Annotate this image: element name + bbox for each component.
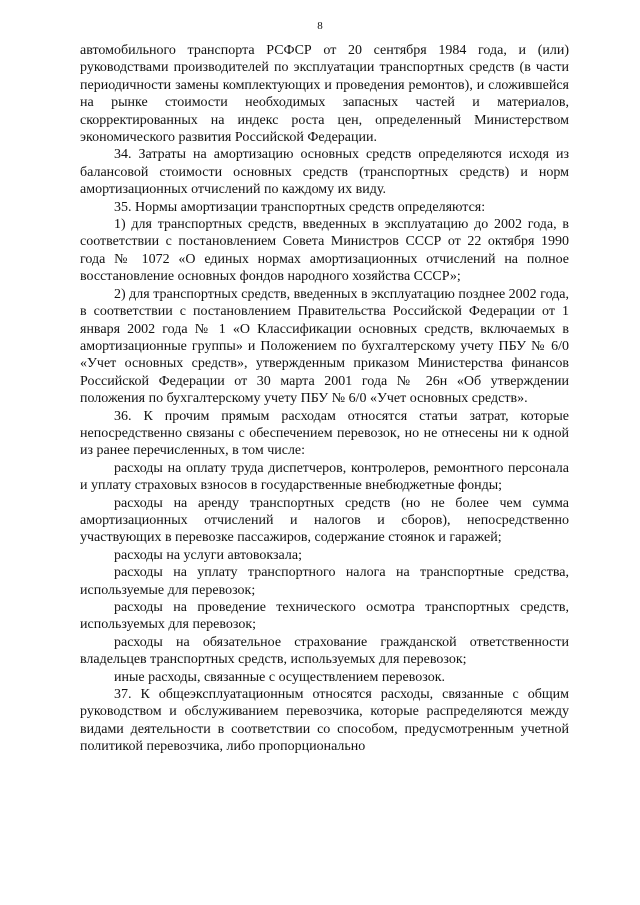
paragraph: 37. К общеэксплуатационным относятся расходы, связанные с общим руководством и обслуживанием перевозчика, которые распределяются между видами деятельности в соответствии со способом, предусмотренным учетной политикой перевозчика, либо пропорционально: [80, 687, 569, 755]
paragraph: расходы на обязательное страхование гражданской ответственности владельцев транспортных средств, используемых для перевозок;: [80, 634, 569, 668]
paragraph: 2) для транспортных средств, введенных в эксплуатацию позднее 2002 года, в соответствии с постановлением Правительства Российской Федерации от 1 января 2002 года № 1 «О Классификации основных средств, включаемых в амортизационные группы» и Положением по бухгалтерскому учету ПБУ № 6/0 «Учет основных средств», утвержденным приказом Министерства финансов Российской Федерации от 30 марта 2001 года № 26н «Об утверждении положения по бухгалтерскому учету ПБУ № 6/0 «Учет основных средств».: [80, 286, 569, 407]
paragraph: 1) для транспортных средств, введенных в эксплуатацию до 2002 года, в соответствии с постановлением Совета Министров СССР от 22 октября 1990 года № 1072 «О единых нормах амортизационных отчислений на полное восстановление основных фондов народного хозяйства СССР»;: [80, 217, 569, 285]
page-number: 8: [317, 20, 323, 32]
paragraph: расходы на оплату труда диспетчеров, контролеров, ремонтного персонала и уплату страховых взносов в государственные внебюджетные фонды;: [80, 460, 569, 494]
paragraph: расходы на услуги автовокзала;: [114, 547, 302, 563]
paragraph: 35. Нормы амортизации транспортных средств определяются:: [114, 199, 486, 215]
paragraph: расходы на аренду транспортных средств (но не более чем сумма амортизационных отчислений и налогов и сборов), непосредственно участвующих в перевозке пассажиров, содержание стоянок и гаражей;: [80, 495, 569, 546]
paragraph: 36. К прочим прямым расходам относятся статьи затрат, которые непосредственно связаны с обеспечением перевозок, но не отнесены ни к одной из ранее перечисленных, в том числе:: [80, 408, 569, 459]
document-body: [80, 42, 569, 756]
paragraph: иные расходы, связанные с осуществлением перевозок.: [114, 669, 446, 685]
paragraph: расходы на проведение технического осмотра транспортных средств, используемых для перевозок;: [80, 600, 569, 633]
paragraph: расходы на уплату транспортного налога на транспортные средства, используемые для перевозок;: [80, 565, 569, 598]
paragraph: автомобильного транспорта РСФСР от 20 сентября 1984 года, и (или) руководствами производителей по эксплуатации транспортных средств (в части периодичности замены комплектующих и проведения ремонтов), и сложившейся на рынке стоимости необходимых запасных частей и материалов, скорректированных на индекс роста цен, определенный Министерством экономического развития Российской Федерации.: [80, 43, 569, 146]
paragraph: 34. Затраты на амортизацию основных средств определяются исходя из балансовой стоимости основных средств (транспортных средств) и норм амортизационных отчислений по каждому их виду.: [80, 147, 569, 198]
